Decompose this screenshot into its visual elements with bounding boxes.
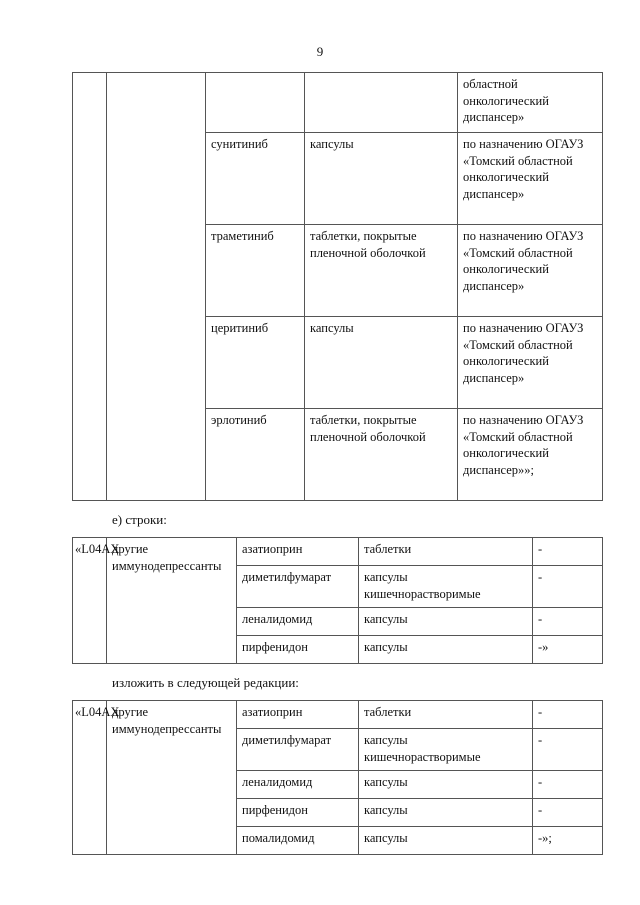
group-cell: другие иммунодепрессанты bbox=[107, 701, 237, 855]
drug-cell: эрлотиниб bbox=[206, 409, 305, 501]
form-cell: капсулы кишечнорастворимые bbox=[359, 566, 533, 608]
note-cell: -»; bbox=[533, 827, 603, 855]
drug-cell: азатиоприн bbox=[237, 701, 359, 729]
condition-cell: по назначению ОГАУЗ «Томский областной онкологический диспансер» bbox=[458, 133, 603, 225]
drug-cell: сунитиниб bbox=[206, 133, 305, 225]
form-cell: таблетки bbox=[359, 538, 533, 566]
code-cell bbox=[73, 73, 107, 501]
form-cell: таблетки bbox=[359, 701, 533, 729]
note-cell: - bbox=[533, 799, 603, 827]
condition-cell: по назначению ОГАУЗ «Томский областной онкологический диспансер» bbox=[458, 317, 603, 409]
note-cell: -» bbox=[533, 636, 603, 664]
paragraph-rows: е) строки: bbox=[112, 512, 167, 527]
new-rows-table bbox=[72, 700, 603, 855]
condition-cell: по назначению ОГАУЗ «Томский областной онкологический диспансер»»; bbox=[458, 409, 603, 501]
drug-cell: диметилфумарат bbox=[237, 729, 359, 771]
note-cell: - bbox=[533, 701, 603, 729]
form-cell: капсулы кишечнорастворимые bbox=[359, 729, 533, 771]
drug-cell: азатиоприн bbox=[237, 538, 359, 566]
group-cell bbox=[107, 73, 206, 501]
note-cell: - bbox=[533, 538, 603, 566]
drug-cell: леналидомид bbox=[237, 771, 359, 799]
drug-cell: пирфенидон bbox=[237, 636, 359, 664]
drug-cell: помалидомид bbox=[237, 827, 359, 855]
form-cell: капсулы bbox=[359, 827, 533, 855]
condition-cell: областной онкологический диспансер» bbox=[458, 73, 603, 133]
form-cell: капсулы bbox=[305, 133, 458, 225]
drug-cell bbox=[206, 73, 305, 133]
form-cell: капсулы bbox=[359, 608, 533, 636]
form-cell: капсулы bbox=[305, 317, 458, 409]
old-rows-table bbox=[72, 537, 603, 664]
drug-cell: пирфенидон bbox=[237, 799, 359, 827]
drug-cell: траметиниб bbox=[206, 225, 305, 317]
drug-cell: леналидомид bbox=[237, 608, 359, 636]
drug-cell: церитиниб bbox=[206, 317, 305, 409]
form-cell: таблетки, покрытые пленочной оболочкой bbox=[305, 409, 458, 501]
form-cell: капсулы bbox=[359, 771, 533, 799]
note-cell: - bbox=[533, 771, 603, 799]
form-cell bbox=[305, 73, 458, 133]
form-cell: капсулы bbox=[359, 799, 533, 827]
atc-code-cell: «L04AX bbox=[73, 538, 107, 664]
condition-cell: по назначению ОГАУЗ «Томский областной онкологический диспансер» bbox=[458, 225, 603, 317]
drug-cell: диметилфумарат bbox=[237, 566, 359, 608]
page-number: 9 bbox=[316, 44, 324, 59]
note-cell: - bbox=[533, 566, 603, 608]
group-cell: другие иммунодепрессанты bbox=[107, 538, 237, 664]
form-cell: капсулы bbox=[359, 636, 533, 664]
note-cell: - bbox=[533, 729, 603, 771]
atc-code-cell: «L04AX bbox=[73, 701, 107, 855]
form-cell: таблетки, покрытые пленочной оболочкой bbox=[305, 225, 458, 317]
paragraph-new-edition: изложить в следующей редакции: bbox=[112, 675, 299, 690]
drug-table-continuation bbox=[72, 72, 603, 501]
note-cell: - bbox=[533, 608, 603, 636]
